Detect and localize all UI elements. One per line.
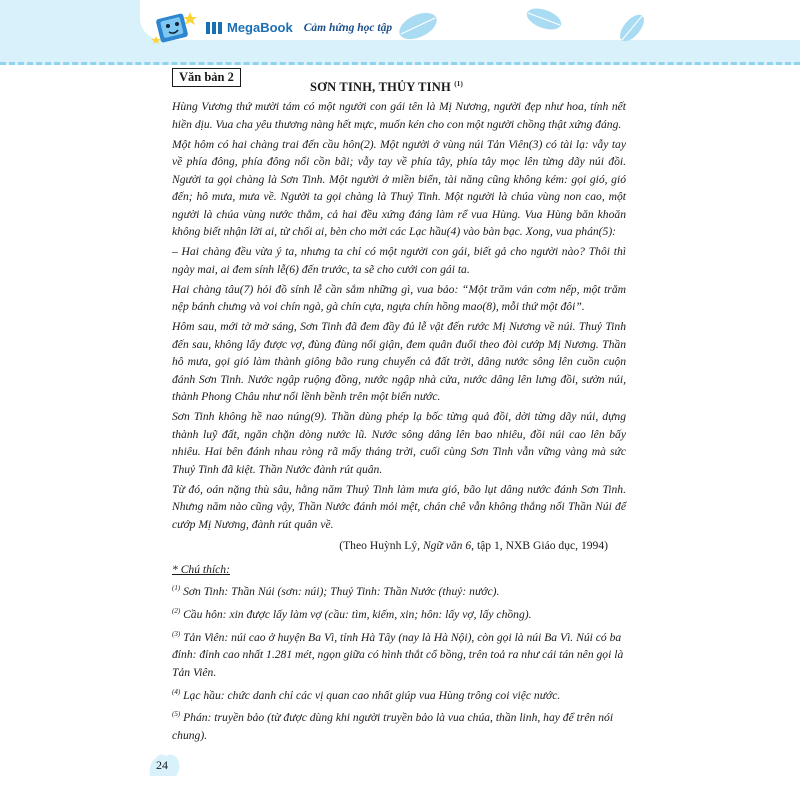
story-title	[310, 80, 463, 95]
brand-logo	[206, 20, 392, 35]
footnote	[172, 603, 626, 623]
brand-bars-icon	[206, 22, 224, 34]
section-label: Văn bản 2	[172, 68, 241, 87]
source-book: Ngữ văn 6	[422, 539, 472, 552]
paragraph: Sơn Tinh không hề nao núng(9). Thần dùng phép lạ bốc từng quả đồi, dời từng dãy núi, dựng thành luỹ đất, ngăn chặn dòng nước lũ. Nước sông dâng lên bao nhiêu, đồi núi cao lên bấy nhiêu. Hai bên đánh nhau ròng rã mấy tháng trời, cuối cùng Sơn Tinh vẫn vững vàng mà sức Thuỷ Tinh đã kiệt. Thần Nước đành rút quân.	[172, 410, 626, 476]
footnote-number: (4)	[172, 687, 181, 696]
brand-name: MegaBook	[227, 20, 293, 35]
footnote-text: Cầu hôn: xin được lấy làm vợ (cầu: tìm, kiếm, xin; hôn: lấy vợ, lấy chồng).	[180, 607, 532, 621]
footnote-text: Phán: truyền bảo (từ được dùng khi người truyền bảo là vua chúa, thần linh, hay để trên nói chung).	[172, 711, 614, 742]
story-body	[172, 98, 626, 747]
footnote-number: (1)	[172, 584, 181, 592]
paragraph: Hai chàng tâu(7) hỏi đồ sính lễ cần sắm những gì, vua bảo: “Một trăm ván cơm nếp, một trăm nệp bánh chưng và voi chín ngà, gà chín cựa, ngựa chín hồng mao(8), mỗi thứ một đôi”.	[172, 282, 626, 313]
page-number: 24	[156, 758, 168, 772]
footnote-number: (5)	[172, 710, 181, 719]
leaf-decoration-icon	[395, 6, 441, 46]
footnote	[172, 706, 626, 744]
source-prefix: (Theo Huỳnh Lý,	[339, 539, 423, 552]
leaf-decoration-icon	[520, 2, 568, 36]
notes-heading: * Chú thích:	[172, 562, 230, 576]
source-suffix: , tập 1, NXB Giáo dục, 1994)	[471, 539, 608, 552]
footnote-number: (3)	[172, 629, 181, 638]
footnote-text: Lạc hầu: chức danh chỉ các vị quan cao nhất giúp vua Hùng trông coi việc nước.	[180, 688, 561, 702]
story-title-note: (1)	[454, 80, 463, 88]
paragraph: – Hai chàng đều vừa ý ta, nhưng ta chỉ có một người con gái, biết gả cho người nào? Thôi thì ngày mai, ai đem sính lễ(6) đến trước, ta sẽ cho cưới con gái ta.	[172, 245, 626, 276]
paragraph: Hôm sau, mới tờ mờ sáng, Sơn Tinh đã đem đầy đủ lễ vật đến rước Mị Nương về núi. Thuỷ Tinh đến sau, không lấy được vợ, đùng đùng nổi giận, đem quân đuổi theo đòi cướp Mị Nương. Thần hô mưa, gọi gió làm thành giông bão rung chuyển cả đất trời, dâng nước sông lên cuồn cuộn đánh Sơn Tinh. Nước ngập ruộng đồng, nước ngập nhà cửa, nước dâng lên lưng đồi, sườn núi, thành Phong Châu như nổi lềnh bềnh trên một biển nước.	[172, 320, 626, 403]
footnote	[172, 580, 626, 600]
book-mascot-icon	[150, 6, 198, 50]
footnote-text: Tản Viên: núi cao ở huyện Ba Vì, tỉnh Hà Tây (nay là Hà Nội), còn gọi là núi Ba Vì. Núi có ba đỉnh: đỉnh cao nhất 1.281 mét, ngọn giữa có hình thắt cổ bồng, trên toả ra như cái tán nên gọi là Tản Viên.	[172, 630, 624, 679]
paragraph: Một hôm có hai chàng trai đến cầu hôn(2). Một người ở vùng núi Tản Viên(3) có tài lạ: vẫy tay về phía đông, phía đông nổi cồn bãi; vẫy tay về phía tây, phía tây mọc lên từng dãy núi đồi. Người ta gọi chàng là Sơn Tinh. Một người ở miền biển, tài năng cũng không kém: gọi gió, gió đến; hô mưa, mưa về. Người ta gọi chàng là Thuỷ Tinh. Một người là chúa vùng non cao, một người là chúa vùng nước thẳm, cả hai đều xứng đáng làm rể vua Hùng. Vua Hùng băn khoăn không biết nhận lời ai, từ chối ai, bèn cho mời các Lạc hầu(4) vào bàn bạc. Xong, vua phán(5):	[172, 137, 626, 238]
story-title-text: SƠN TINH, THỦY TINH	[310, 80, 451, 95]
footnote-text: Sơn Tinh: Thần Núi (sơn: núi); Thuỷ Tinh: Thần Nước (thuỷ: nước).	[180, 584, 500, 598]
footnote-number: (2)	[172, 606, 181, 615]
footnote	[172, 684, 626, 704]
brand-tagline: Cảm hứng học tập	[303, 21, 393, 34]
paragraph: Từ đó, oán nặng thù sâu, hằng năm Thuỷ Tinh làm mưa gió, bão lụt dâng nước đánh Sơn Tinh. Nhưng năm nào cũng vậy, Thần Nước đánh mỏi mệt, chán chê vẫn không thắng nổi Thần Núi để cướp Mị Nương, đành rút quân về.	[172, 482, 626, 531]
source-citation	[172, 537, 626, 555]
paragraph: Hùng Vương thứ mười tám có một người con gái tên là Mị Nương, người đẹp như hoa, tính nết hiền dịu. Vua cha yêu thương nàng hết mực, muốn kén cho con một người chồng thật xứng đáng.	[172, 100, 626, 131]
leaf-decoration-icon	[612, 8, 652, 48]
footnote	[172, 626, 626, 681]
